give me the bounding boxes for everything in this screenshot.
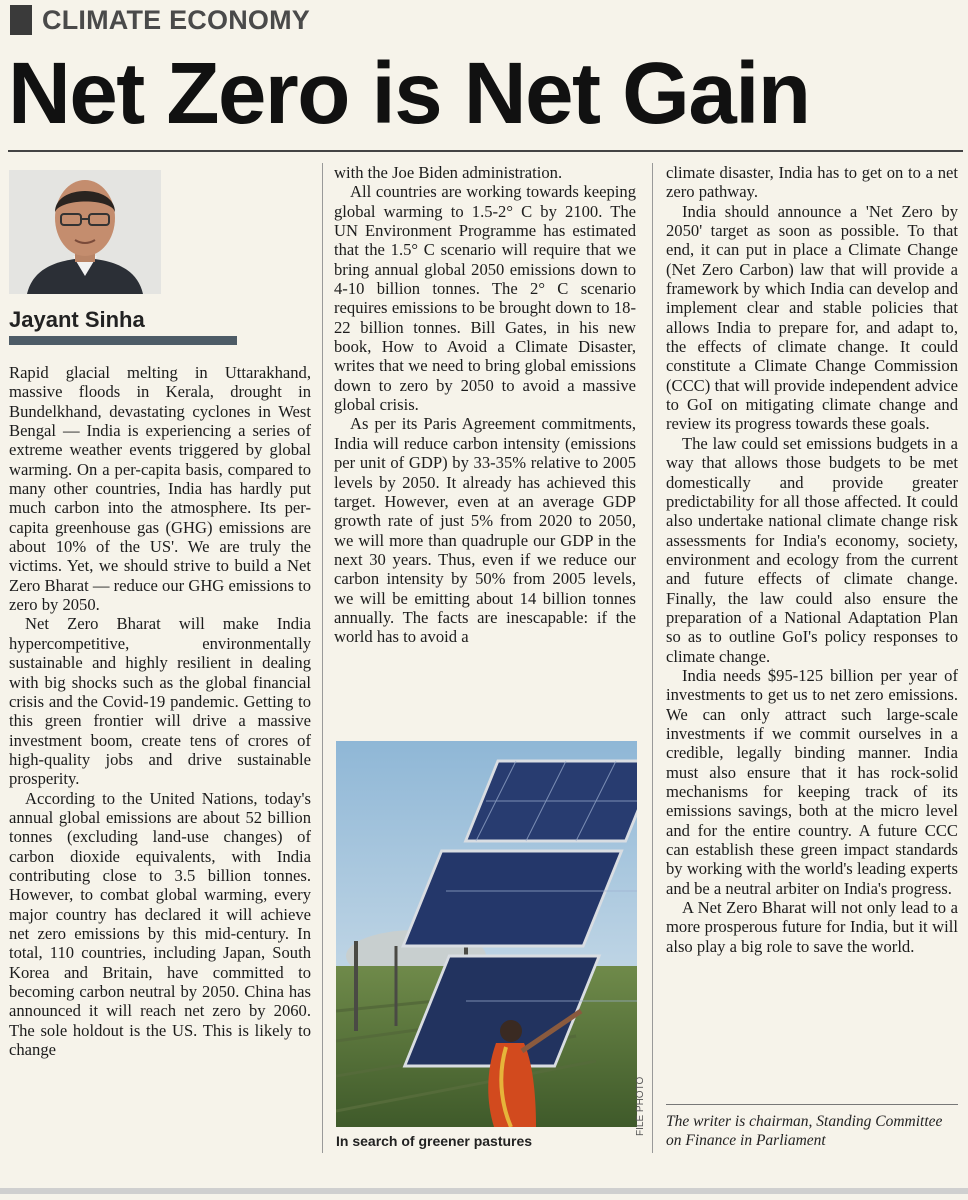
col2-paragraph: All countries are working towards keeping global warming to 1.5-2° C by 2100. The UN Environment Programme has estimated that the 1.5° C scenario will require that we bring annual global 2050 emissions down to 4-10 billion tonnes. The 2° C scenario requires emissions to be brought down to 18-22 billion tonnes. Bill Gates, in his new book, How to Avoid a Climate Disaster, writes that we need to bring global emissions down to zero by 2050 to avoid a massive global crisis.: [334, 182, 636, 415]
col2-paragraph: with the Joe Biden administration.: [334, 163, 563, 182]
section-label: CLIMATE ECONOMY: [42, 4, 310, 35]
col3-paragraph: India needs $95-125 billion per year of investments to get us to net zero emissions. We can only attract such large-scale investments if we commit ourselves in a credible, legally binding manner. India must also ensure that it has rock-solid mechanisms for keeping track of its emissions savings, both at the micro level and for the entire country. A future CCC can establish these green impact standards by working with the world's leading experts and be a neutral arbiter on India's progress.: [666, 665, 958, 898]
photo-credit: FILE PHOTO: [635, 1076, 646, 1136]
byline-bar: [9, 336, 237, 345]
col1-paragraph: According to the United Nations, today's annual global emissions are about 52 billion tonnes (excluding land-use changes) of carbon dioxide equivalents, with India contributing close to 3.5 billion tonnes. However, to combat global warming, every major country has declared it will achieve net zero emissions by this mid-century. In total, 110 countries, including Japan, South Korea and Britain, have committed to becoming carbon neutral by 2050. China has announced it will reach net zero by 2060. The sole holdout is the US. This is likely to change: [9, 788, 311, 1060]
col3-paragraph: A Net Zero Bharat will not only lead to a more prosperous future for India, but it will also play a big role to save the world.: [666, 898, 958, 956]
headline-rule: [8, 150, 963, 152]
kicker-bar: [10, 5, 32, 35]
col1-paragraph: Net Zero Bharat will make India hypercompetitive, environmentally sustainable and highly resilient in dealing with big shocks such as the global financial crisis and the Covid-19 pandemic. Getting to this green frontier will drive a massive investment boom, create tens of crores of high-quality jobs and drive sustainable prosperity.: [9, 614, 311, 789]
col2-paragraph: As per its Paris Agreement commitments, India will reduce carbon intensity (emissions per unit of GDP) by 33-35% relative to 2005 levels by 2050. It already has achieved this target. However, even at an average GDP growth rate of just 5% from 2020 to 2050, we will more than quadruple our GDP in the next 30 years. Thus, even if we reduce our carbon intensity by 50% from 2005 levels, we will be emitting about 14 billion tonnes annually. The facts are inescapable: if the world has to avoid a: [334, 414, 636, 647]
author-name: Jayant Sinha: [9, 307, 145, 332]
column-divider: [322, 163, 323, 1153]
column-1: [9, 363, 311, 1059]
col1-paragraph: Rapid glacial melting in Uttarakhand, massive floods in Kerala, drought in Bundelkhand, devastating cyclones in West Bengal — India is experiencing a series of extreme weather events triggered by global warming. On a per-capita basis, compared to many other countries, India has hardly put much carbon into the atmosphere. Its per-capita greenhouse gas (GHG) emissions are about 10% of the US'. We are truly the victims. Yet, we should strive to build a Net Zero Bharat — reduce our GHG emissions to zero by 2050.: [9, 363, 311, 615]
column-2: [334, 163, 636, 647]
bottom-rule: [0, 1188, 968, 1194]
column-3: [666, 163, 958, 956]
footnote-rule: [666, 1104, 958, 1105]
portrait-graphic: [9, 170, 161, 294]
author-portrait: [9, 170, 161, 294]
photo-caption: In search of greener pastures: [336, 1133, 533, 1149]
headline: Net Zero is Net Gain: [8, 45, 810, 142]
solar-photo-graphic: [336, 741, 637, 1127]
col3-paragraph: India should announce a 'Net Zero by 2050' target as soon as possible. To that end, it can put in place a Climate Change (Net Zero Carbon) law that will provide a framework by which India can develop and implement clear and stable policies that allows India to prepare for, and adapt to, the effects of climate change. It could constitute a Climate Change Commission (CCC) that will provide independent advice to GoI on mitigating climate change and review its progress towards these goals.: [666, 201, 958, 434]
col3-paragraph: climate disaster, India has to get on to a net zero pathway.: [666, 163, 958, 202]
solar-panel-photo: [336, 741, 637, 1127]
column-divider: [652, 163, 653, 1153]
author-note: The writer is chairman, Standing Committee on Finance in Parliament: [666, 1113, 943, 1149]
section-kicker: [10, 2, 310, 38]
col3-paragraph: The law could set emissions budgets in a way that allows those budgets to be met domestically and provide greater predictability for all those affected. It could also undertake national climate change risk assessments for India's economy, society, environment and ecology from the current and future effects of climate change. Finally, the law could also ensure the preparation of a National Adaptation Plan so as to outline GoI's policy responses to climate change.: [666, 433, 958, 666]
